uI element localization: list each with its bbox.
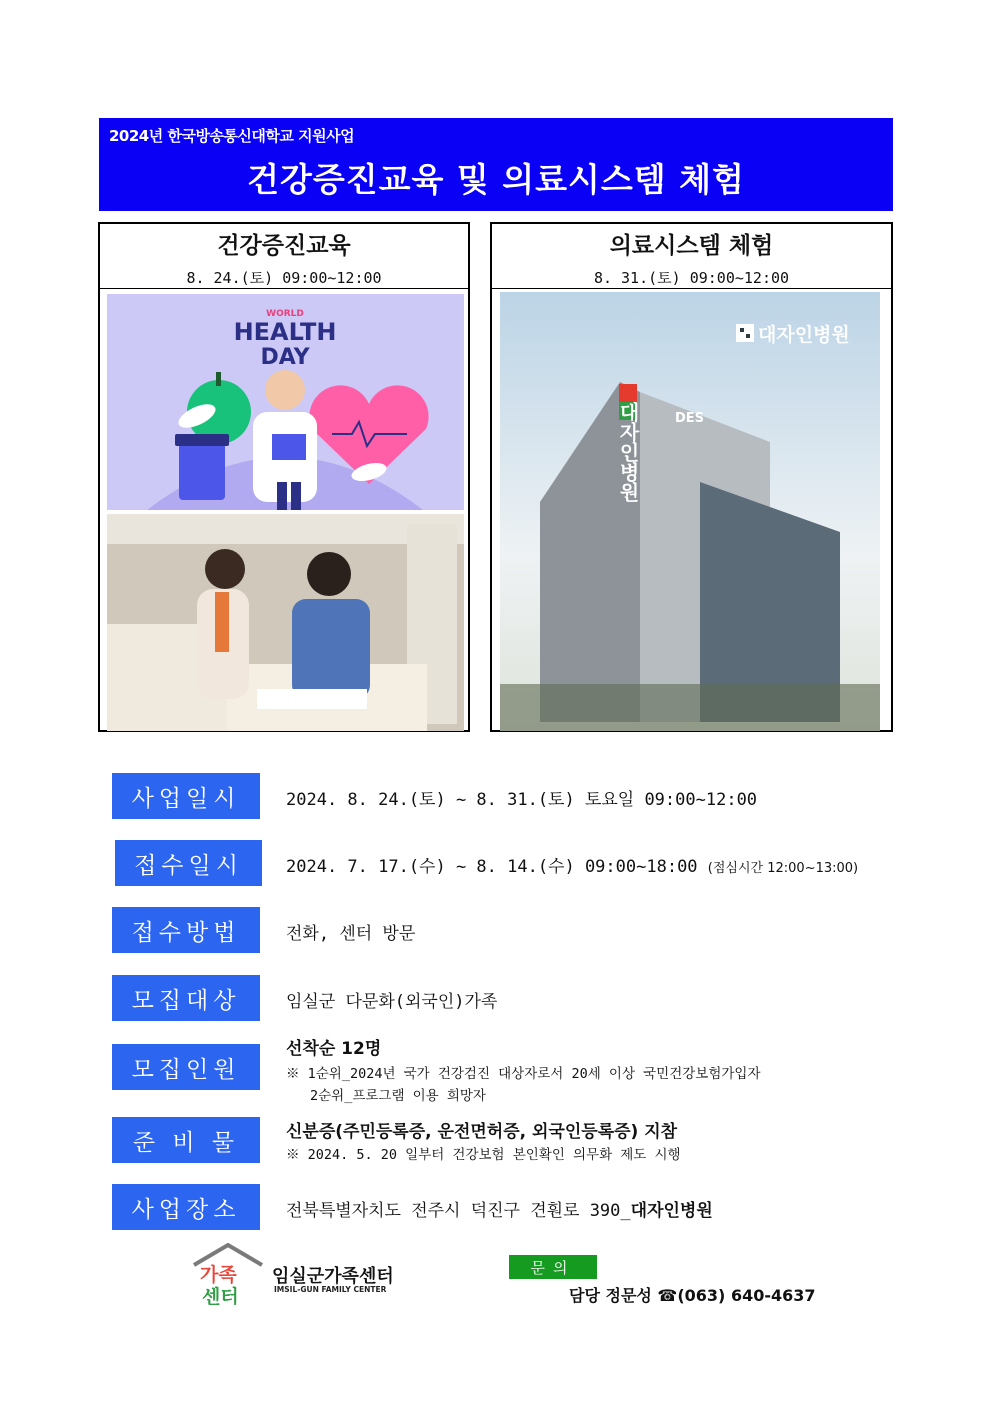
label-capacity: 모집인원 xyxy=(112,1044,260,1090)
logo-mark-top: 가족 xyxy=(200,1264,237,1286)
capacity-headline: 선착순 12명 xyxy=(286,1039,382,1059)
house-logo-icon xyxy=(190,1243,270,1305)
label-target: 모집대상 xyxy=(112,975,260,1021)
health-day-illustration xyxy=(107,294,464,510)
contact-info: 담당 정문성 ☎(063) 640-4637 xyxy=(569,1286,816,1305)
value-venue xyxy=(286,1196,713,1221)
value-target: 임실군 다문화(외국인)가족 xyxy=(286,992,498,1012)
label-apply-period: 접수일시 xyxy=(115,840,262,886)
family-center-logo xyxy=(190,1243,420,1305)
capacity-note-2: 2순위_프로그램 이용 희망자 xyxy=(310,1088,486,1104)
panel-medical-system xyxy=(490,222,893,732)
label-apply-method: 접수방법 xyxy=(112,907,260,953)
hospital-building-photo xyxy=(500,292,880,731)
logo-mark-bottom: 센터 xyxy=(202,1286,239,1305)
capacity-note-1: ※ 1순위_2024년 국가 건강검진 대상자로서 20세 이상 국민건강보험가입자 xyxy=(286,1066,761,1082)
logo-english: IMSIL-GUN FAMILY CENTER xyxy=(274,1285,387,1294)
value-apply-period xyxy=(286,852,858,877)
label-venue: 사업장소 xyxy=(112,1184,260,1230)
banner-subtitle: 2024년 한국방송통신대학교 지원사업 xyxy=(109,127,355,145)
value-apply-method: 전화, 센터 방문 xyxy=(286,924,416,944)
clinic-reception-photo xyxy=(107,514,464,731)
panel-health-education xyxy=(98,222,470,732)
panel-divider xyxy=(100,288,468,289)
day-text: DAY xyxy=(260,345,310,370)
panel-date: 8. 31.(토) 09:00~12:00 xyxy=(593,269,790,287)
inquiry-label: 문의 xyxy=(509,1255,597,1279)
panel-date: 8. 24.(토) 09:00~12:00 xyxy=(186,269,382,287)
apply-period-text: 2024. 7. 17.(수) ~ 8. 14.(수) 09:00~18:00 xyxy=(286,857,698,877)
venue-address: 전북특별자치도 전주시 덕진구 견훤로 390_ xyxy=(286,1201,631,1221)
hospital-sign-text: 대자인병원 xyxy=(758,324,850,346)
materials-note: ※ 2024. 5. 20 일부터 건강보험 본인확인 의무화 제도 시행 xyxy=(286,1147,681,1163)
world-text: WORLD xyxy=(266,309,304,319)
label-materials: 준 비 물 xyxy=(112,1117,260,1163)
label-period: 사업일시 xyxy=(112,773,260,819)
venue-hospital: 대자인병원 xyxy=(630,1201,713,1221)
trees xyxy=(500,684,880,731)
apply-period-note: (점심시간 12:00~13:00) xyxy=(707,861,859,876)
medicine-jar-icon xyxy=(175,434,229,500)
document-sheet xyxy=(257,689,367,709)
banner-title: 건강증진교육 및 의료시스템 체험 xyxy=(247,160,745,199)
title-banner xyxy=(99,118,893,211)
building-vertical-sign: 대자인병원 xyxy=(616,402,640,502)
hospital-logo-icon xyxy=(736,324,754,342)
logo-name: 임실군가족센터 xyxy=(272,1266,394,1287)
value-period: 2024. 8. 24.(토) ~ 8. 31.(토) 토요일 09:00~12:00 xyxy=(286,790,758,810)
panel-divider xyxy=(492,288,891,289)
health-text: HEALTH xyxy=(233,318,337,346)
panel-title: 의료시스템 체험 xyxy=(609,233,774,259)
building-des-sign: DES xyxy=(675,411,705,426)
panel-title: 건강증진교육 xyxy=(217,233,351,259)
materials-headline: 신분증(주민등록증, 운전면허증, 외국인등록증) 지참 xyxy=(286,1122,678,1142)
